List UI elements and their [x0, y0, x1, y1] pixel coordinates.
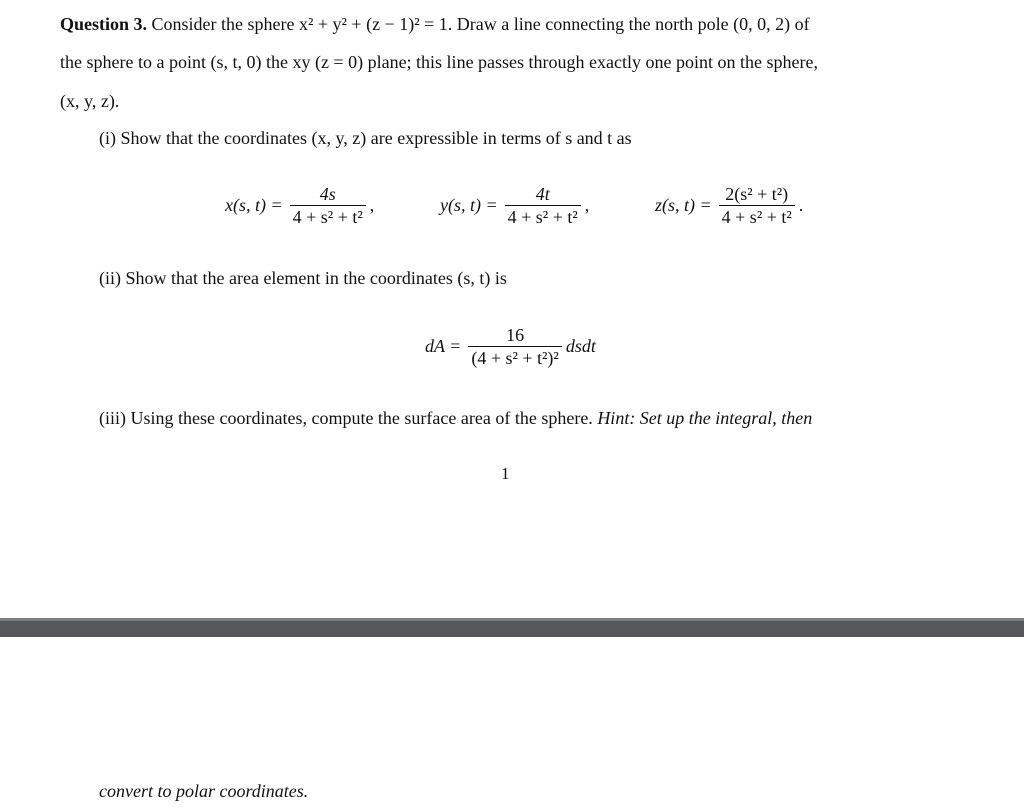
hint-continued-text: convert to polar coordinates.	[99, 781, 309, 801]
part-i-text: (i) Show that the coordinates (x, y, z) are expressible in terms of s and t as	[99, 128, 632, 148]
equation-x-denominator: 4 + s² + t²	[290, 205, 366, 227]
question-line-3: (x, y, z).	[60, 91, 120, 111]
hint-continued	[99, 780, 308, 802]
page-separator-highlight	[0, 618, 1024, 621]
equation-y-denominator: 4 + s² + t²	[505, 205, 581, 227]
page-number: 1	[501, 464, 510, 483]
equation-y-fraction	[505, 184, 581, 227]
page-2	[0, 637, 1024, 809]
equation-da-differential: dsdt	[565, 336, 596, 356]
equation-x-lhs: x(s, t) =	[225, 195, 283, 215]
equation-x-numerator: 4s	[319, 184, 336, 204]
equation-x	[225, 184, 374, 227]
equation-da-denominator: (4 + s² + t²)²	[468, 346, 562, 368]
equation-z-fraction	[719, 184, 795, 227]
equation-y-lhs: y(s, t) =	[440, 195, 498, 215]
equation-z-punct: .	[798, 195, 804, 215]
question-line-1	[60, 13, 810, 35]
part-ii-text: (ii) Show that the area element in the coordinates (s, t) is	[99, 268, 507, 288]
equation-da-numerator: 16	[506, 325, 525, 345]
question-heading: Question 3.	[60, 14, 148, 34]
equation-z	[655, 184, 803, 227]
equation-area-element	[425, 325, 596, 368]
question-line-2: the sphere to a point (s, t, 0) the xy (z = 0) plane; this line passes through exactly one point on the sphere,	[60, 52, 818, 72]
part-iii-line	[99, 407, 812, 429]
equation-da-fraction	[468, 325, 562, 368]
equation-y-numerator: 4t	[535, 184, 550, 204]
equation-y	[440, 184, 589, 227]
equation-z-numerator: 2(s² + t²)	[725, 184, 789, 204]
part-iii-text: (iii) Using these coordinates, compute the surface area of the sphere.	[99, 408, 593, 428]
equation-z-denominator: 4 + s² + t²	[719, 205, 795, 227]
equation-x-fraction	[290, 184, 366, 227]
question-text-1: Consider the sphere x² + y² + (z − 1)² = 1. Draw a line connecting the north pole (0, 0, 2) of	[151, 14, 810, 34]
equation-y-punct: ,	[584, 195, 590, 215]
equation-x-punct: ,	[369, 195, 375, 215]
equation-da-lhs: dA =	[425, 336, 462, 356]
part-iii-hint: Hint: Set up the integral, then	[597, 408, 813, 428]
page-separator	[0, 618, 1024, 637]
equation-z-lhs: z(s, t) =	[655, 195, 712, 215]
